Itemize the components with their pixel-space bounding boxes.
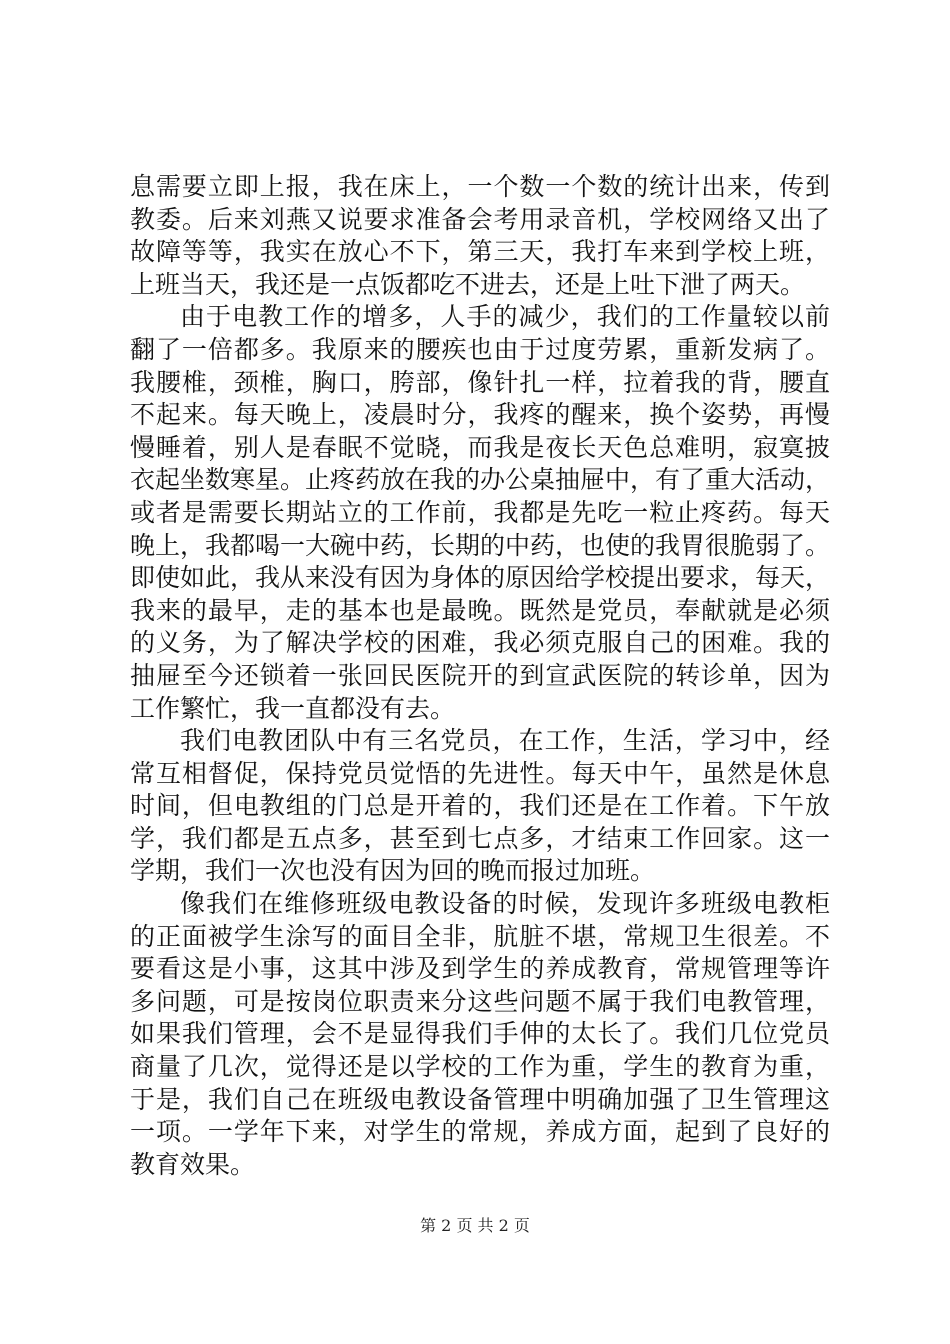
text-line: 教育效果。 — [130, 1149, 256, 1179]
text-line: 一项。一学年下来，对学生的常规，养成方面，起到了良好的 — [130, 1117, 830, 1147]
text-line: 时间，但电教组的门总是开着的，我们还是在工作着。下午放 — [130, 791, 830, 821]
text-line: 慢睡着，别人是春眠不觉晓，而我是夜长天色总难明，寂寞披 — [130, 432, 830, 462]
text-line: 由于电教工作的增多，人手的减少，我们的工作量较以前 — [180, 302, 830, 332]
paragraph — [130, 171, 830, 301]
page-number-footer: 第 2 页 共 2 页 — [420, 1216, 530, 1235]
text-line: 学期，我们一次也没有因为回的晚而报过加班。 — [130, 856, 656, 886]
text-line: 抽屉至今还锁着一张回民医院开的到宣武医院的转诊单，因为 — [130, 660, 830, 690]
text-line: 即使如此，我从来没有因为身体的原因给学校提出要求，每天， — [130, 563, 831, 593]
text-line: 上班当天，我还是一点饭都吃不进去，还是上吐下泄了两天。 — [130, 269, 806, 299]
text-line: 我们电教团队中有三名党员，在工作，生活，学习中，经 — [180, 726, 830, 756]
text-line: 故障等等，我实在放心不下，第三天，我打车来到学校上班， — [130, 237, 830, 267]
text-line: 的义务，为了解决学校的困难，我必须克服自己的困难。我的 — [130, 628, 830, 658]
text-line: 要看这是小事，这其中涉及到学生的养成教育，常规管理等许 — [130, 954, 830, 984]
text-line: 学，我们都是五点多，甚至到七点多，才结束工作回家。这一 — [130, 823, 830, 853]
text-line: 像我们在维修班级电教设备的时候，发现许多班级电教柜 — [180, 889, 830, 919]
text-line: 翻了一倍都多。我原来的腰疾也由于过度劳累，重新发病了。 — [130, 334, 830, 364]
text-line: 多问题，可是按岗位职责来分这些问题不属于我们电教管理， — [130, 986, 830, 1016]
paragraph — [130, 725, 830, 888]
text-line: 常互相督促，保持党员觉悟的先进性。每天中午，虽然是休息 — [130, 758, 830, 788]
text-line: 教委。后来刘燕又说要求准备会考用录音机，学校网络又出了 — [130, 204, 830, 234]
text-line: 晚上，我都喝一大碗中药，长期的中药，也使的我胃很脆弱了。 — [130, 530, 831, 560]
text-line: 如果我们管理，会不是显得我们手伸的太长了。我们几位党员 — [130, 1019, 830, 1049]
text-line: 我腰椎，颈椎，胸口，胯部，像针扎一样，拉着我的背，腰直 — [130, 367, 830, 397]
text-line: 息需要立即上报，我在床上，一个数一个数的统计出来，传到 — [130, 172, 830, 201]
text-line: 或者是需要长期站立的工作前，我都是先吃一粒止疼药。每天 — [130, 497, 830, 527]
text-line: 我来的最早，走的基本也是最晚。既然是党员，奉献就是必须 — [130, 595, 830, 625]
text-line: 于是，我们自己在班级电教设备管理中明确加强了卫生管理这 — [130, 1084, 830, 1114]
paragraph — [130, 301, 830, 725]
text-line: 的正面被学生涂写的面目全非，肮脏不堪，常规卫生很差。不 — [130, 921, 830, 951]
text-line: 工作繁忙，我一直都没有去。 — [130, 693, 456, 723]
text-line: 商量了几次，觉得还是以学校的工作为重，学生的教育为重， — [130, 1052, 830, 1082]
paragraph — [130, 888, 830, 1181]
text-line: 衣起坐数寒星。止疼药放在我的办公桌抽屉中，有了重大活动， — [130, 465, 831, 495]
text-line: 不起来。每天晚上，凌晨时分，我疼的醒来，换个姿势，再慢 — [130, 400, 830, 430]
document-body — [130, 171, 830, 1181]
